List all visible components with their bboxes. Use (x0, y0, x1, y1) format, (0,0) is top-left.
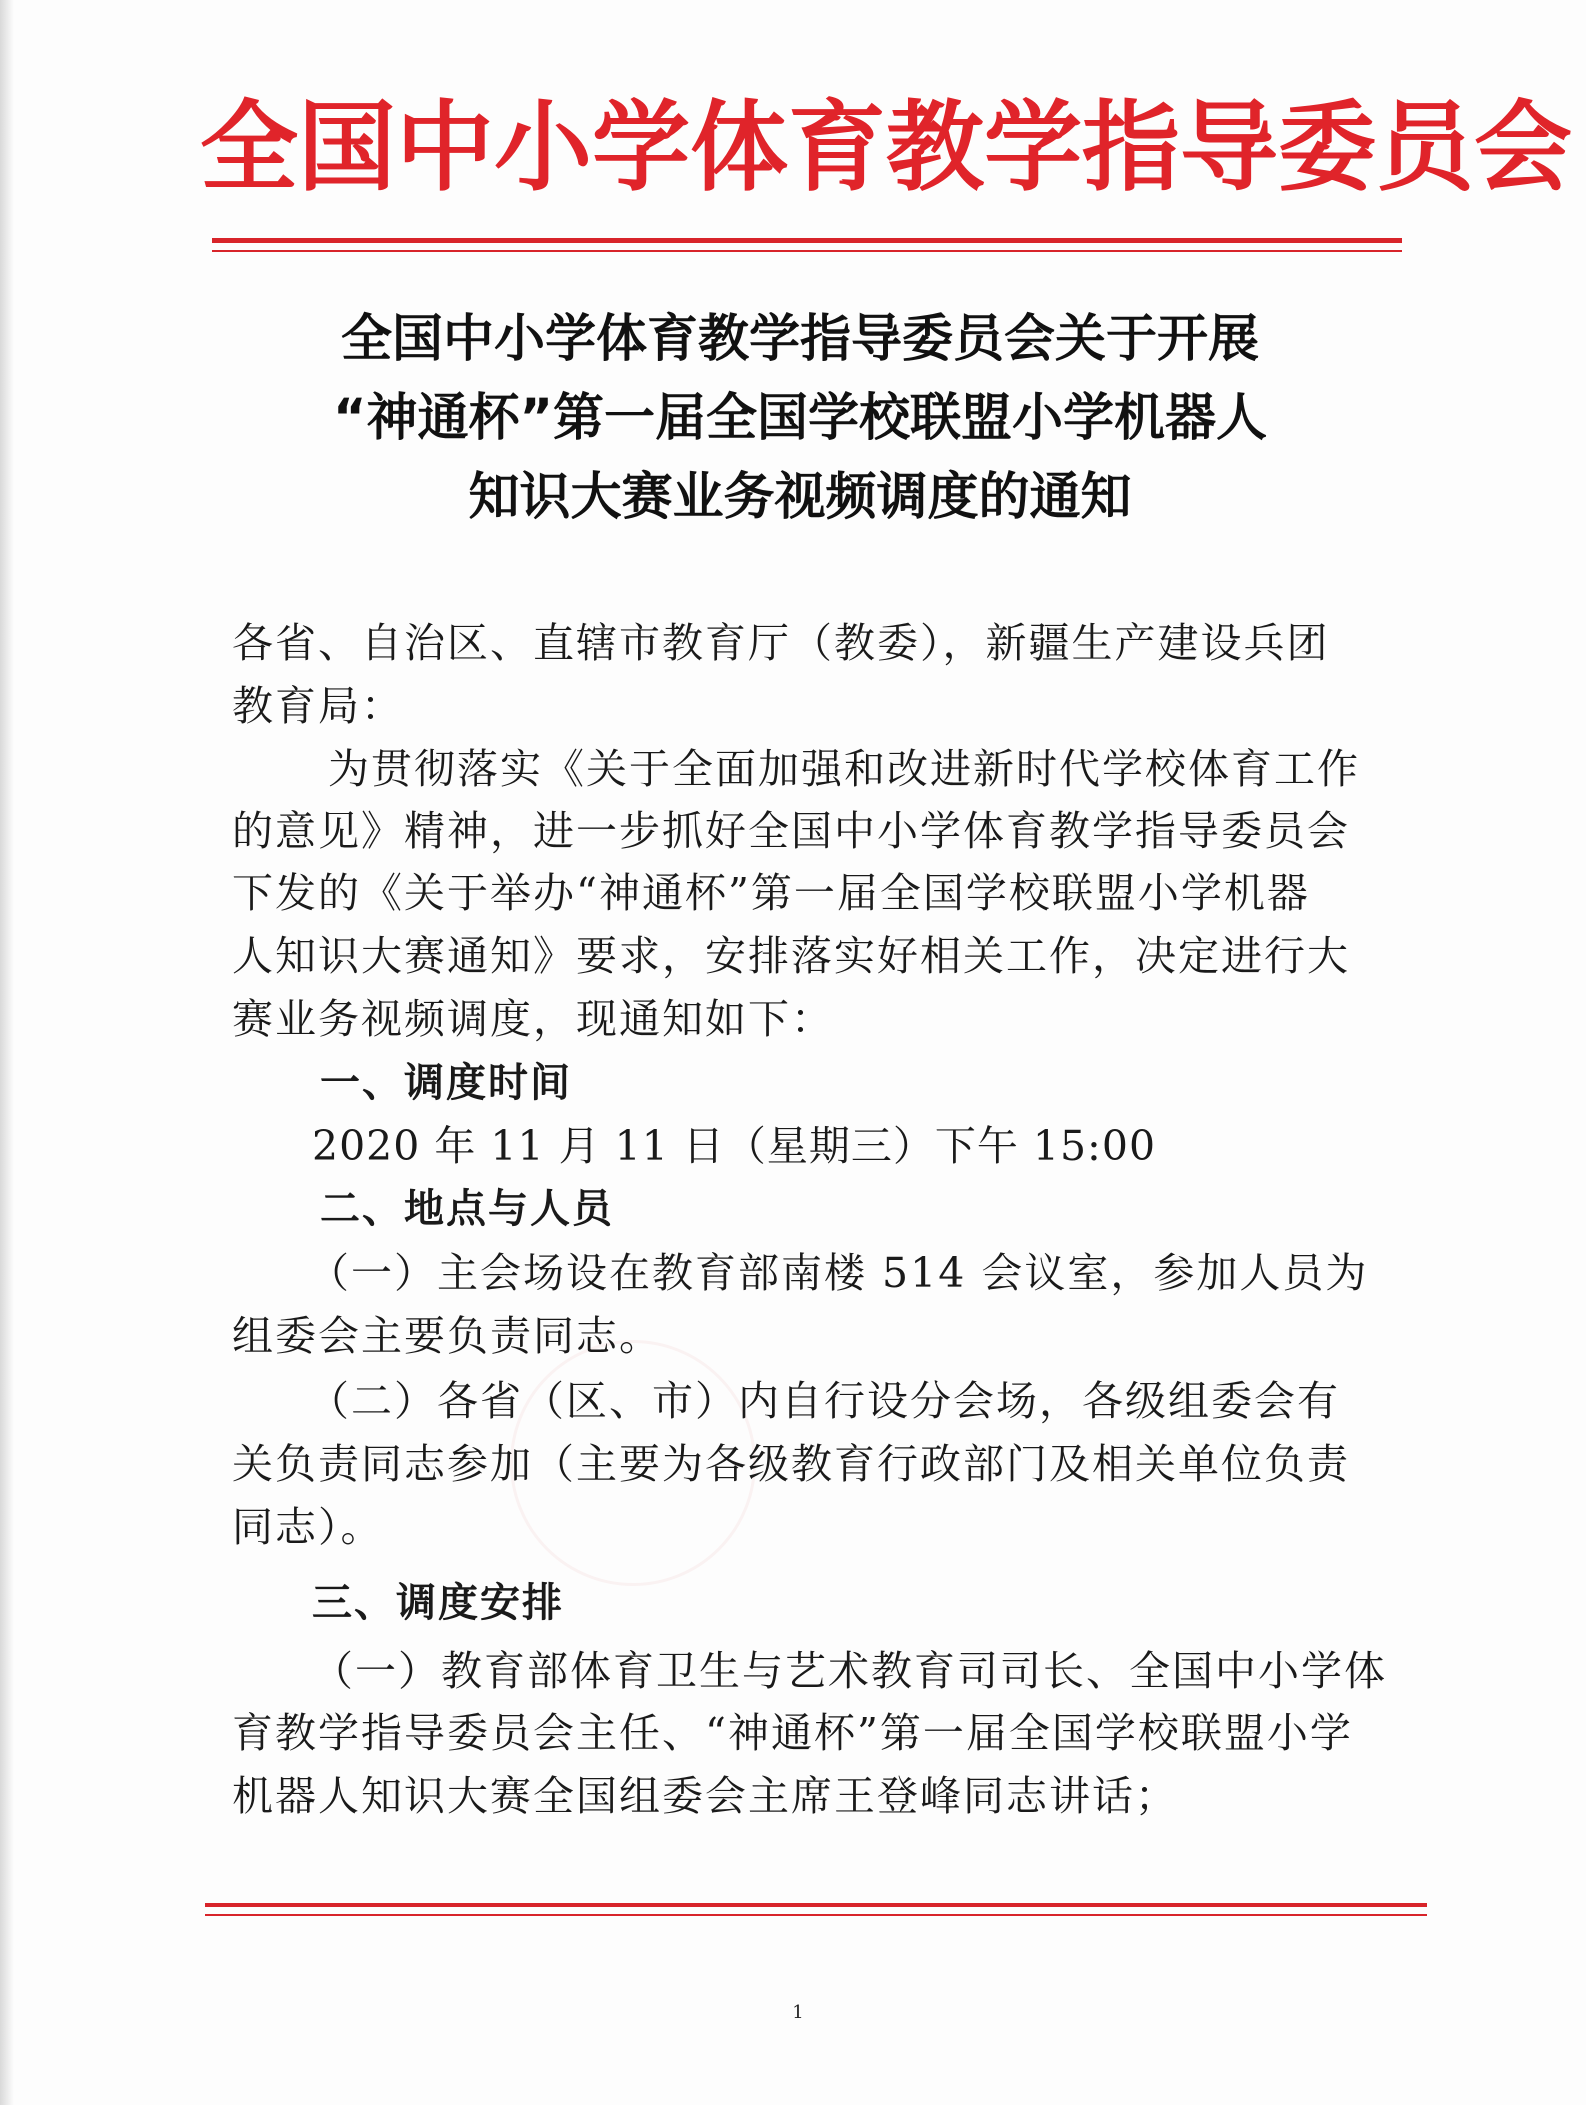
letterhead-org-name: 全国中小学体育教学指导委员会 (200, 91, 1573, 205)
section-1-heading: 一、调度时间 (320, 1060, 572, 1106)
letterhead-red-rule-thin (212, 250, 1402, 252)
document-title (250, 300, 1350, 537)
scan-edge-shadow (0, 0, 14, 2105)
salutation-line-1: 各省、自治区、直辖市教育厅（教委），新疆生产建设兵团 (232, 619, 1330, 667)
title-line-1: 全国中小学体育教学指导委员会关于开展 (340, 310, 1259, 369)
title-line-2: “神通杯”第一届全国学校联盟小学机器人 (332, 389, 1268, 448)
footer-red-rule-thin (205, 1914, 1427, 1916)
page-number: 1 (792, 2002, 804, 2023)
letterhead-red-rule-thick (212, 238, 1402, 243)
section-2-item-1-line-1: （一）主会场设在教育部南楼 514 会议室，参加人员为 (308, 1249, 1369, 1297)
section-2-item-2-line-1: （二）各省（区、市）内自行设分会场，各级组委会有 (308, 1377, 1340, 1425)
section-2-item-2-line-3: 同志）。 (232, 1503, 384, 1551)
section-2-item-2-line-2: 关负责同志参加（主要为各级教育行政部门及相关单位负责 (232, 1440, 1350, 1488)
section-1-time: 2020 年 11 月 11 日（星期三）下午 15:00 (312, 1122, 1157, 1170)
section-3-item-1-line-3: 机器人知识大赛全国组委会主席王登峰同志讲话； (232, 1772, 1178, 1820)
intro-line-5: 赛业务视频调度，现通知如下： (232, 995, 834, 1043)
intro-line-4: 人知识大赛通知》要求，安排落实好相关工作，决定进行大 (232, 932, 1350, 980)
intro-line-1: 为贯彻落实《关于全面加强和改进新时代学校体育工作 (328, 745, 1360, 793)
footer-red-rule-thick (205, 1903, 1427, 1907)
section-3-item-1-line-2: 育教学指导委员会主任、“神通杯”第一届全国学校联盟小学 (232, 1709, 1353, 1757)
section-2-heading: 二、地点与人员 (320, 1186, 614, 1232)
section-3-item-1-line-1: （一）教育部体育卫生与艺术教育司司长、全国中小学体 (312, 1647, 1387, 1695)
title-line-3: 知识大赛业务视频调度的通知 (468, 468, 1132, 527)
section-2-item-1-line-2: 组委会主要负责同志。 (232, 1312, 662, 1360)
section-3-heading: 三、调度安排 (312, 1580, 564, 1626)
salutation-line-2: 教育局： (232, 682, 404, 730)
intro-line-2: 的意见》精神，进一步抓好全国中小学体育教学指导委员会 (232, 807, 1350, 855)
intro-line-3: 下发的《关于举办“神通杯”第一届全国学校联盟小学机器 (232, 869, 1310, 917)
